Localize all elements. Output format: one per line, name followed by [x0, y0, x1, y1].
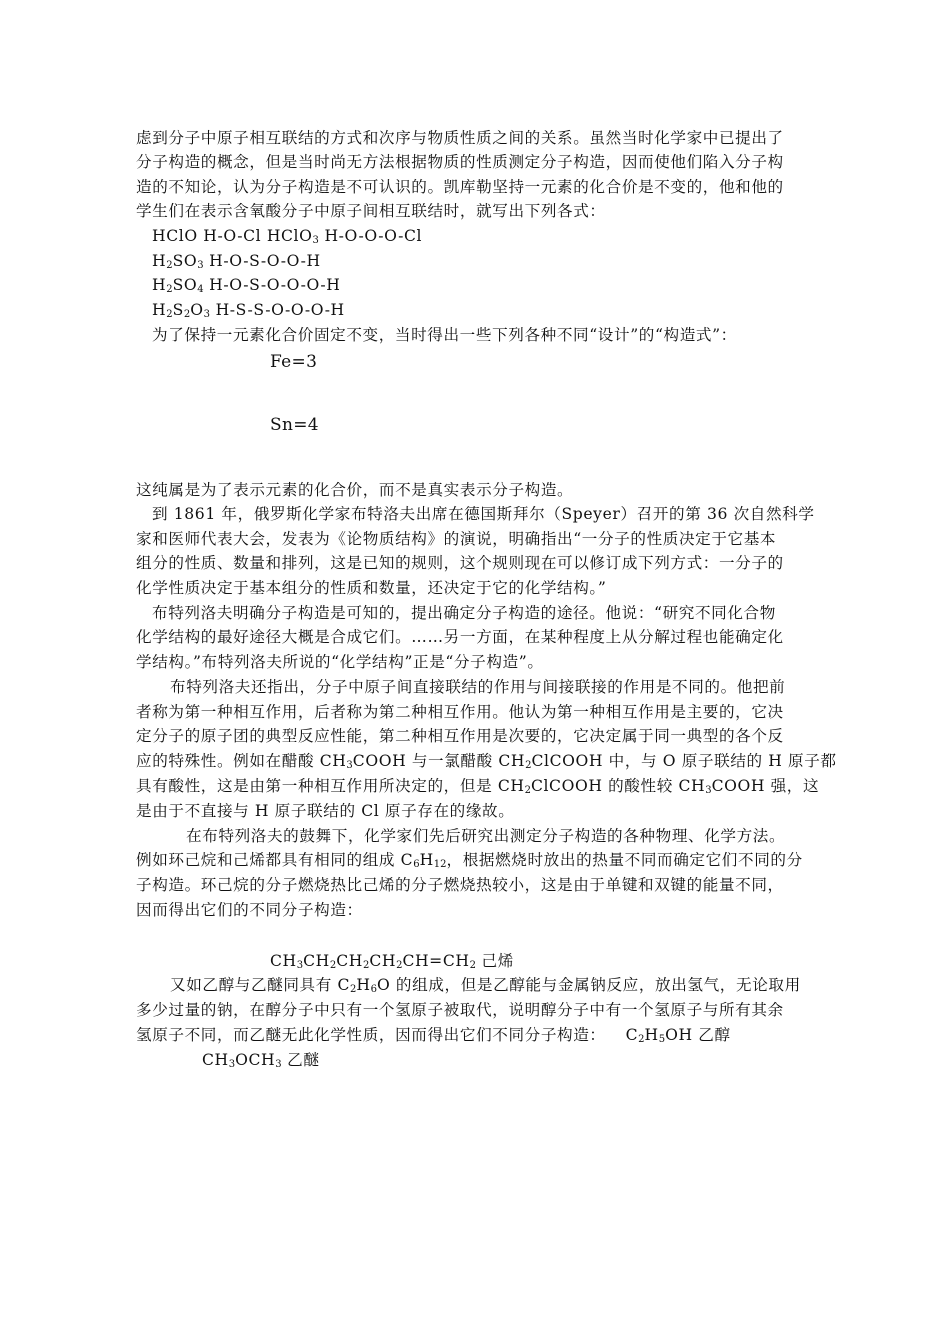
design-intro-line: 为了保持一元素化合价固定不变，当时得出一些下列各种不同“设计”的“构造式”：: [152, 326, 737, 344]
fe-structure: Fe=3: [270, 352, 318, 372]
p1-line: 这纯属是为了表示元素的化合价，而不是真实表示分子构造。: [136, 481, 574, 499]
formula-row-h2s2o3: $H_2S_2O_3$ H-S-S-O-O-O-H: [152, 301, 345, 320]
formula-row-h2so4: $H_2SO_4$ H-O-S-O-O-O-H: [152, 276, 341, 295]
p5-line-1: 在布特列洛夫的鼓舞下，化学家们先后研究出测定分子构造的各种物理、化学方法。: [186, 827, 786, 845]
p3-line-2: 化学结构的最好途径大概是合成它们。……另一方面，在某种程度上从分解过程也能确定化: [136, 628, 784, 646]
intro-line-2: 分子构造的概念，但是当时尚无方法根据物质的性质测定分子构造，因而使他们陷入分子构: [136, 153, 784, 171]
p2-line-2: 家和医师代表大会，发表为《论物质结构》的演说，明确指出“一分子的性质决定于它基本: [136, 530, 777, 548]
p4-line-2: 者称为第一种相互作用，后者称为第二种相互作用。他认为第一种相互作用是主要的，它决: [136, 703, 784, 721]
p5-line-2: 例如环己烷和己烯都具有相同的组成 $C_6H_{12}$，根据燃烧时放出的热量不同而确定它们不同的分: [136, 851, 803, 870]
intro-line-4: 学生们在表示含氧酸分子中原子间相互联结时，就写出下列各式：: [136, 202, 606, 220]
p6-line-1: 又如乙醇与乙醚同具有 $C_2H_6O$ 的组成，但是乙醇能与金属钠反应，放出氢气，无论取用: [170, 976, 801, 995]
formula-row-h2so3: $H_2SO_3$ H-O-S-O-O-H: [152, 252, 321, 271]
p6-line-2: 多少过量的钠，在醇分子中只有一个氢原子被取代，说明醇分子中有一个氢原子与所有其余: [136, 1001, 784, 1019]
p4-line-4: 应的特殊性。例如在醋酸 $CH_3COOH$ 与一氯醋酸 $CH_2ClCOOH$ 中，与 O 原子联结的 H 原子都: [136, 752, 837, 771]
p3-line-1: 布特列洛夫明确分子构造是可知的，提出确定分子构造的途径。他说：“研究不同化合物: [152, 604, 776, 622]
intro-line-3: 造的不知论，认为分子构造是不可认识的。凯库勒坚持一元素的化合价是不变的，他和他的: [136, 178, 784, 196]
intro-line-1: 虑到分子中原子相互联结的方式和次序与物质性质之间的关系。虽然当时化学家中已提出了: [136, 129, 784, 147]
p4-line-6: 是由于不直接与 H 原子联结的 Cl 原子存在的缘故。: [136, 802, 515, 820]
p4-line-1: 布特列洛夫还指出，分子中原子间直接联结的作用与间接联接的作用是不同的。他把前: [170, 678, 786, 696]
p5-line-4: 因而得出它们的不同分子构造：: [136, 901, 363, 919]
formula-row-hclo: HClO H-O-Cl HClO$_3$ H-O-O-O-Cl: [152, 227, 423, 246]
ether-formula: $CH_3OCH_3$ 乙醚: [202, 1051, 320, 1070]
p6-line-3: 氢原子不同，而乙醚无此化学性质，因而得出它们不同分子构造： $C_2H_5OH$ 乙醇: [136, 1026, 731, 1045]
hexene-formula: $CH_3CH_2CH_2CH_2CH=CH_2$ 己烯: [270, 952, 514, 971]
p2-line-3: 组分的性质、数量和排列，这是已知的规则，这个规则现在可以修订成下列方式：一分子的: [136, 554, 784, 572]
p2-line-1: 到 1861 年，俄罗斯化学家布特洛夫出席在德国斯拜尔（Speyer）召开的第 36 次自然科学: [152, 505, 815, 523]
p4-line-3: 定分子的原子团的典型反应性能，第二种相互作用是次要的，它决定属于同一典型的各个反: [136, 727, 784, 745]
sn-structure: Sn=4: [270, 415, 319, 435]
p5-line-3: 子构造。环己烷的分子燃烧热比己烯的分子燃烧热较小，这是由于单键和双键的能量不同，: [136, 876, 784, 894]
p4-line-5: 具有酸性，这是由第一种相互作用所决定的，但是 $CH_2ClCOOH$ 的酸性较 $CH_3COOH$ 强，这: [136, 777, 820, 796]
p2-line-4: 化学性质决定于基本组分的性质和数量，还决定于它的化学结构。”: [136, 579, 607, 597]
p3-line-3: 学结构。”布特列洛夫所说的“化学结构”正是“分子构造”。: [136, 653, 544, 671]
